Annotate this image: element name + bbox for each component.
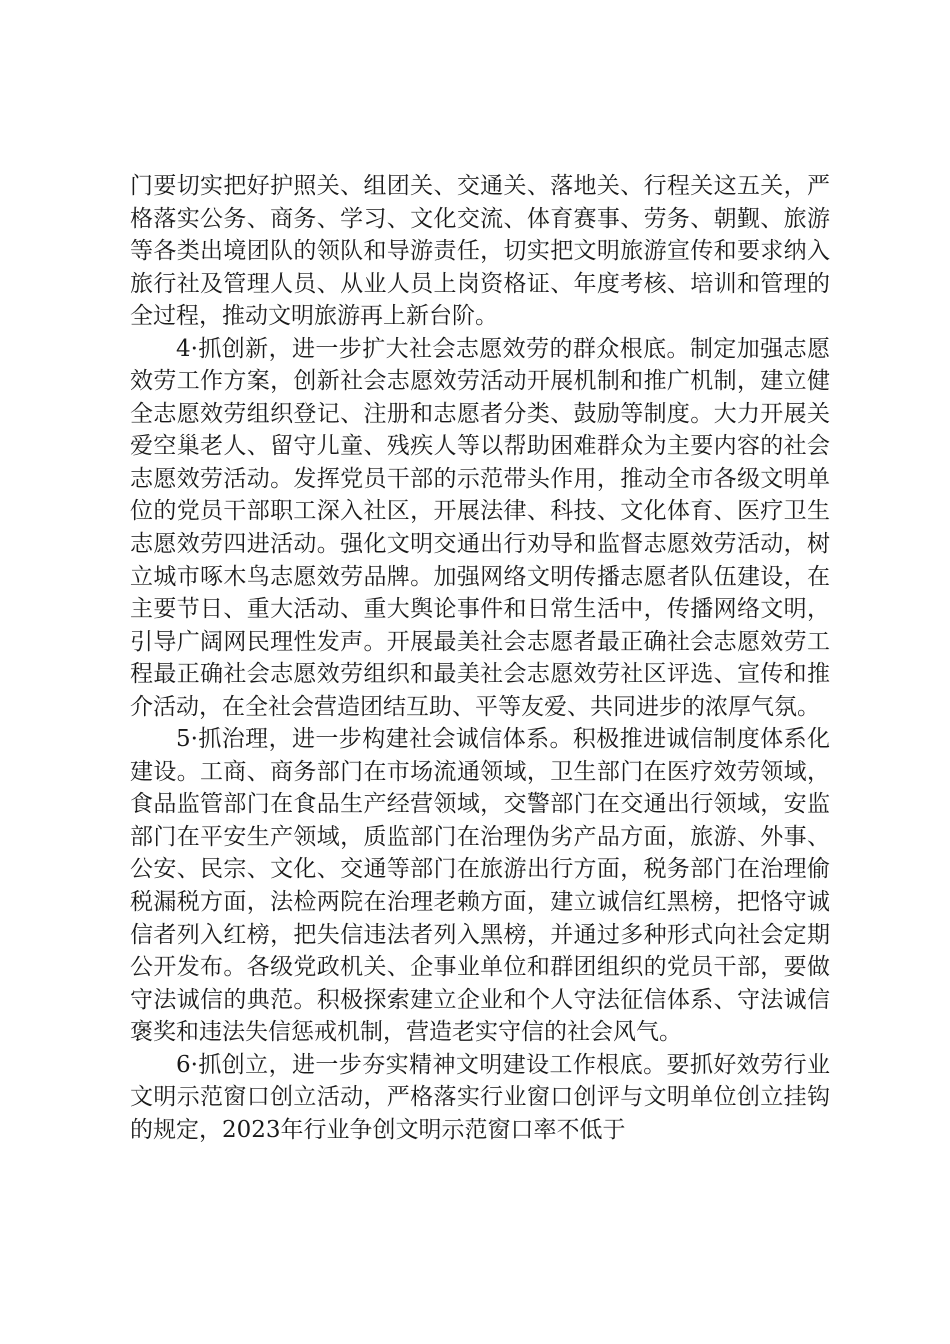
paragraph-item-6: 6·抓创立，进一步夯实精神文明建设工作根底。要抓好效劳行业文明示范窗口创立活动，严格落实行业窗口创评与文明单位创立挂钩的规定，2023年行业争创文明示范窗口率不低于 [130,1051,830,1143]
paragraph-item-4: 4·抓创新，进一步扩大社会志愿效劳的群众根底。制定加强志愿效劳工作方案，创新社会志愿效劳活动开展机制和推广机制，建立健全志愿效劳组织登记、注册和志愿者分类、鼓励等制度。大力开展关爱空巢老人、留守儿童、残疾人等以帮助困难群众为主要内容的社会志愿效劳活动。发挥党员干部的示范带头作用，推动全市各级文明单位的党员干部职工深入社区，开展法律、科技、文化体育、医疗卫生志愿效劳四进活动。强化文明交通出行劝导和监督志愿效劳活动，树立城市啄木鸟志愿效劳品牌。加强网络文明传播志愿者队伍建设，在主要节日、重大活动、重大舆论事件和日常生活中，传播网络文明，引导广阔网民理性发声。开展最美社会志愿者最正确社会志愿效劳工程最正确社会志愿效劳组织和最美社会志愿效劳社区评选、宣传和推介活动，在全社会营造团结互助、平等友爱、共同进步的浓厚气氛。 [130,335,830,720]
document-body [130,170,830,1146]
paragraph-item-5: 5·抓治理，进一步构建社会诚信体系。积极推进诚信制度体系化建设。工商、商务部门在市场流通领域，卫生部门在医疗效劳领域，食品监管部门在食品生产经营领域，交警部门在交通出行领域，安监部门在平安生产领域，质监部门在治理伪劣产品方面，旅游、外事、公安、民宗、文化、交通等部门在旅游出行方面，税务部门在治理偷税漏税方面，法检两院在治理老赖方面，建立诚信红黑榜，把恪守诚信者列入红榜，把失信违法者列入黑榜，并通过多种形式向社会定期公开发布。各级党政机关、企事业单位和群团组织的党员干部，要做守法诚信的典范。积极探索建立企业和个人守法征信体系、守法诚信褒奖和违法失信惩戒机制，营造老实守信的社会风气。 [130,726,830,1046]
paragraph-continuation: 门要切实把好护照关、组团关、交通关、落地关、行程关这五关，严格落实公务、商务、学习、文化交流、体育赛事、劳务、朝觐、旅游等各类出境团队的领队和导游责任，切实把文明旅游宣传和要求纳入旅行社及管理人员、从业人员上岗资格证、年度考核、培训和管理的全过程，推动文明旅游再上新台阶。 [130,173,830,330]
